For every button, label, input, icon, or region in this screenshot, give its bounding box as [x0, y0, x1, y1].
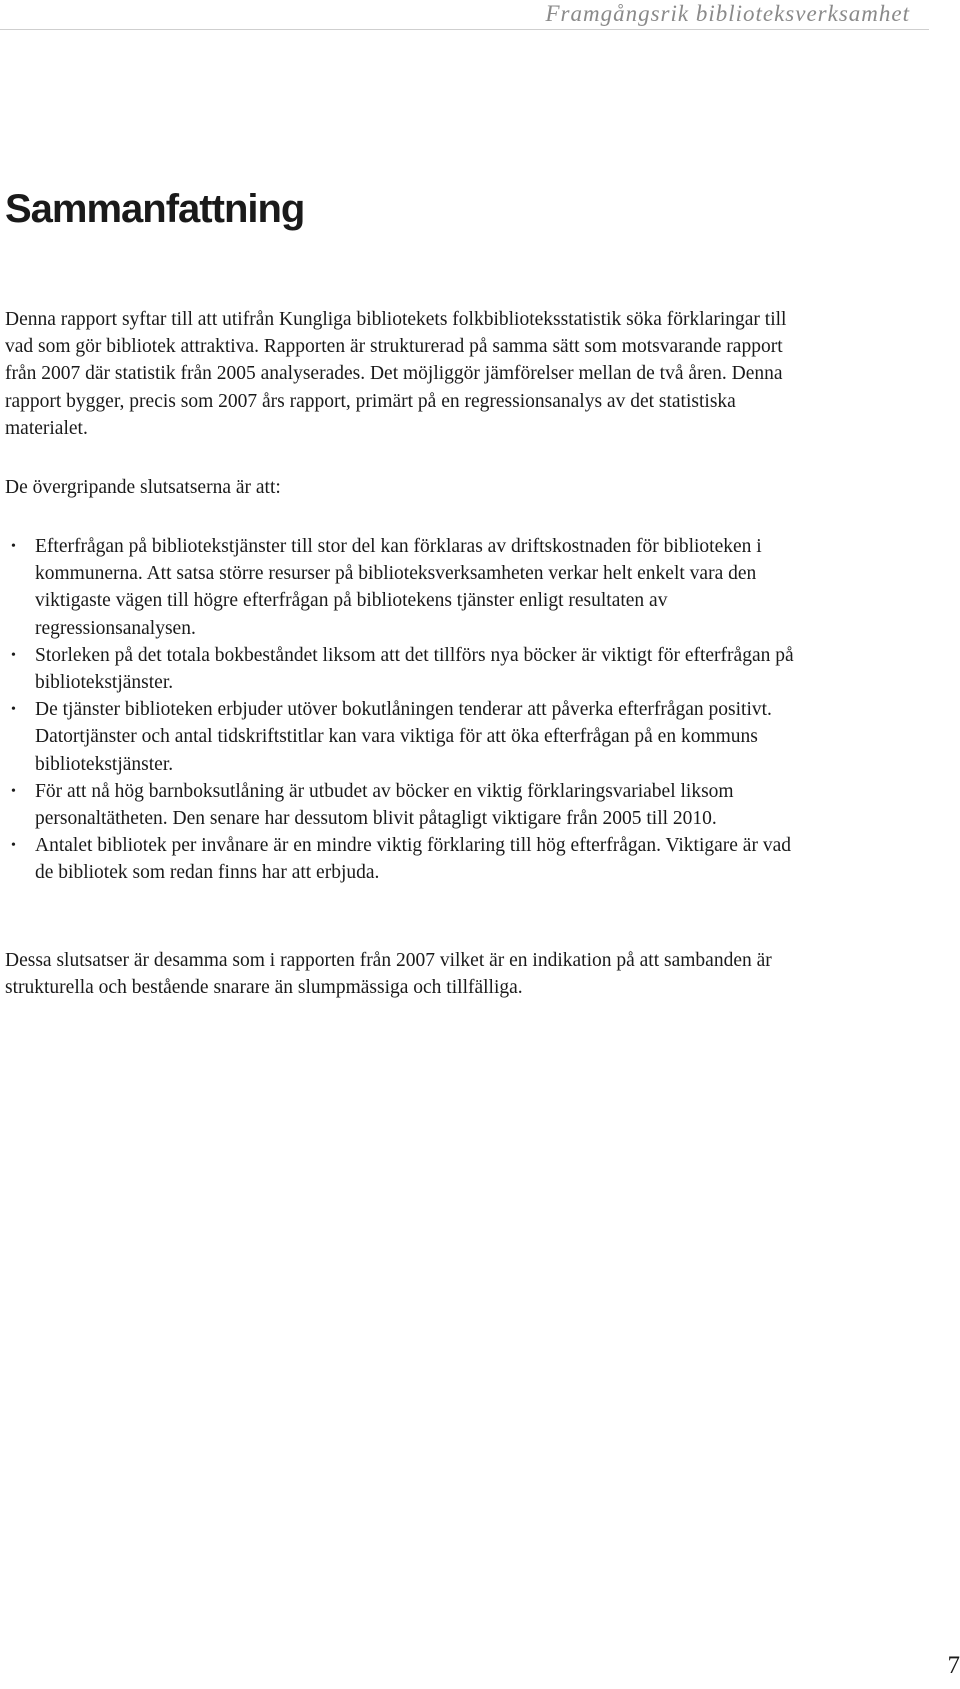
- running-header-title: Framgångsrik biblioteksverksamhet: [545, 1, 910, 26]
- list-item: [0, 778, 800, 832]
- list-item-text: Efterfrågan på bibliotekstjänster till stor del kan förklaras av driftskostnaden för biblioteken i kommunerna. Att satsa större resurser på biblioteksverksamheten verkar helt enkelt vara den viktigaste vägen till högre efterfrågan på bibliotekens tjänster enligt resultaten av regressionsanalysen.: [35, 536, 762, 639]
- intro-paragraph: Denna rapport syftar till att utifrån Kungliga bibliotekets folkbiblioteksstatistik söka förklaringar till vad som gör bibliotek attraktiva. Rapporten är strukturerad på samma sätt som motsvarande rapport från 2007 där statistik från 2005 analyserades. Det möjliggör jämförelser mellan de två åren. Denna rapport bygger, precis som 2007 års rapport, primärt på en regressionsanalys av det statistiska materialet.: [5, 309, 787, 439]
- closing-paragraph: Dessa slutsatser är desamma som i rapporten från 2007 vilket är en indikation på att sambanden är strukturella och bestående snarare än slumpmässiga och tillfälliga.: [5, 950, 772, 999]
- bullet-icon: •: [11, 702, 16, 718]
- list-item: [0, 642, 800, 696]
- page-title: Sammanfattning: [5, 187, 305, 231]
- list-item-text: För att nå hög barnboksutlåning är utbudet av böcker en viktig förklaringsvariabel liksom personaltätheten. Den senare har dessutom blivit påtagligt viktigare från 2005 till 2010.: [35, 780, 734, 830]
- list-item-text: Antalet bibliotek per invånare är en mindre viktig förklaring till hög efterfrågan. Viktigare är vad de bibliotek som redan finns har att erbjuda.: [35, 835, 791, 884]
- list-item-text: Storleken på det totala bokbeståndet liksom att det tillförs nya böcker är viktigt för efterfrågan på bibliotekstjänster.: [35, 644, 794, 694]
- bullet-icon: •: [11, 647, 16, 663]
- bullet-icon: •: [11, 539, 16, 554]
- conclusions-list: [0, 533, 800, 887]
- list-item-text: De tjänster biblioteken erbjuder utöver bokutlåningen tenderar att påverka efterfrågan positivt. Datortjänster och antal tidskriftstitlar kan vara viktiga för att öka efterfrågan på en kommuns bibliotekstjänster.: [35, 699, 772, 775]
- page-number: 7: [947, 1652, 960, 1679]
- bullet-icon: •: [11, 838, 16, 854]
- conclusions-lead: De övergripande slutsatserna är att:: [5, 477, 281, 498]
- list-item: [0, 696, 800, 778]
- bullet-icon: •: [11, 783, 16, 799]
- list-item: [0, 832, 800, 886]
- list-item: [0, 533, 800, 642]
- running-header: [0, 0, 929, 30]
